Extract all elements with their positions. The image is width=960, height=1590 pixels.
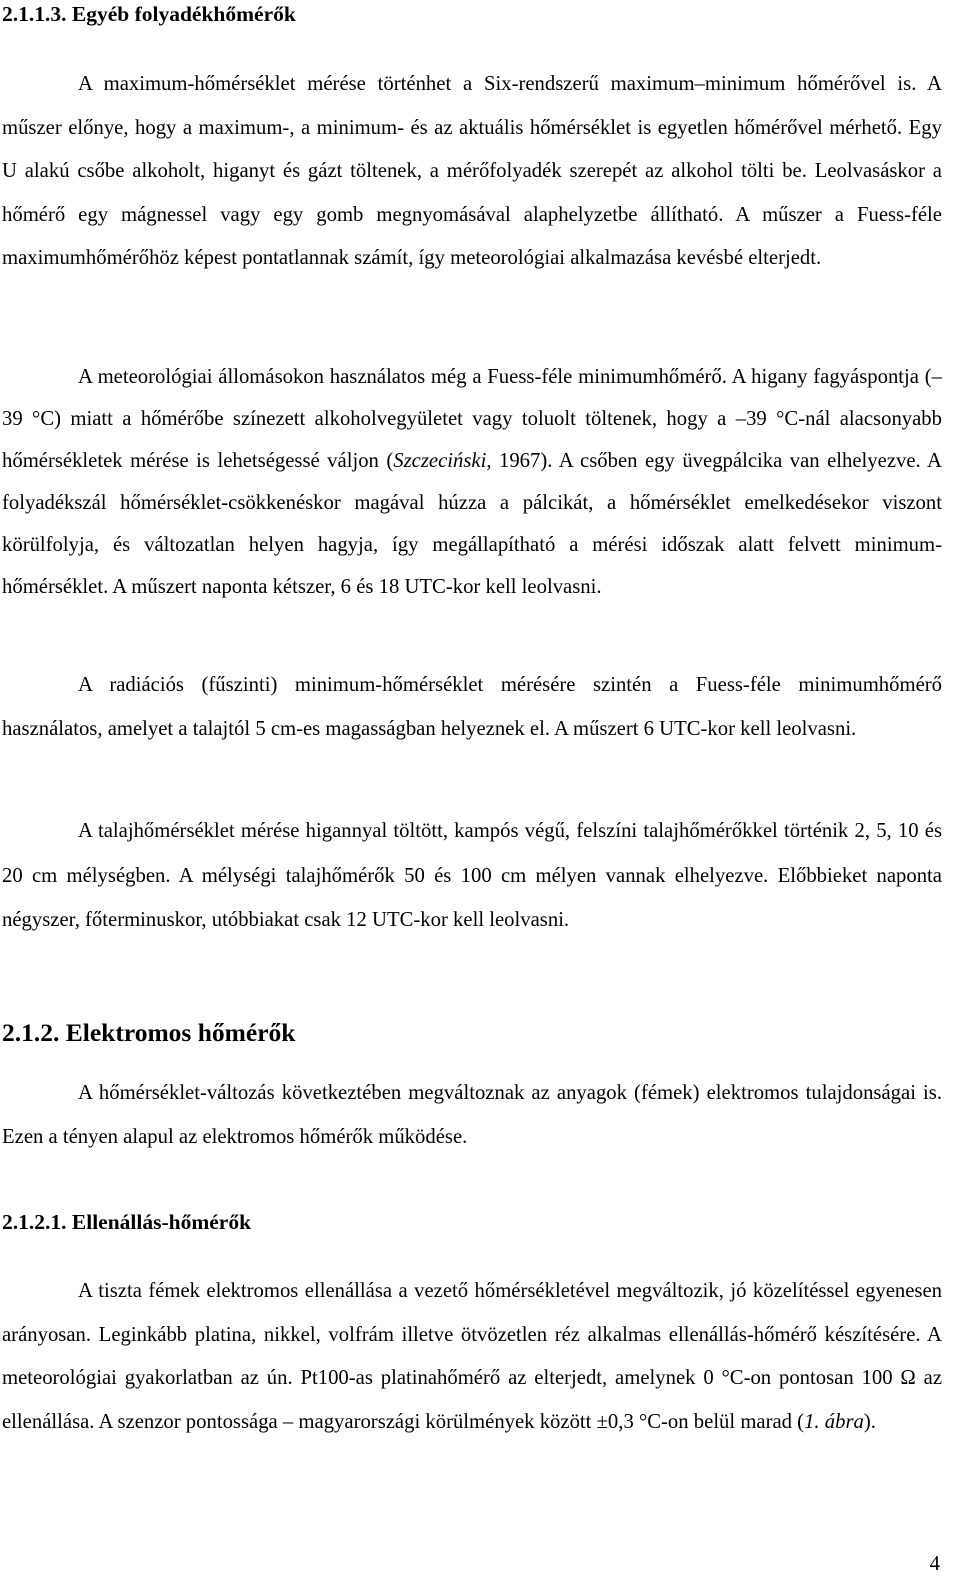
section-heading-2-1-1-3: 2.1.1.3. Egyéb folyadékhőmérők [2, 2, 296, 26]
figure-reference: 1. ábra [804, 1410, 864, 1433]
paragraph-resistance-thermometers [2, 1270, 942, 1444]
paragraph-text: , 1967). A csőben egy üvegpálcika van elhelyezve. A folyadékszál hőmérséklet-csökkenéskor magával húzza a pálcikát, a hőmérséklet emelkedésekor viszont körülfolyja, és változatlan helyen hagyja, így megállapítható a mérési időszak alatt felvett minimum-hőmérséklet. A műszert naponta kétszer, 6 és 18 UTC-kor kell leolvasni. [2, 450, 942, 598]
page-number: 4 [929, 1553, 940, 1575]
citation-author: Szczeciński [393, 450, 487, 472]
paragraph-fuess-minimum-thermometer [2, 356, 942, 608]
paragraph-six-thermometer: A maximum-hőmérséklet mérése történhet a Six-rendszerű maximum–minimum hőmérővel is. A műszer előnye, hogy a maximum-, a minimum- és az aktuális hőmérséklet is egyetlen hőmérővel mérhető. Egy U alakú csőbe alkoholt, higanyt és gázt töltenek, a mérőfolyadék szerepét az alkohol tölti be. Leolvasáskor a hőmérő egy mágnessel vagy egy gomb megnyomásával alaphelyzetbe állítható. A műszer a Fuess-féle maximumhőmérőhöz képest pontatlannak számít, így meteorológiai alkalmazása kevésbé elterjedt. [2, 73, 942, 269]
section-heading-2-1-2-1: 2.1.2.1. Ellenállás-hőmérők [2, 1210, 252, 1234]
paragraph-radiation-minimum: A radiációs (fűszinti) minimum-hőmérséklet mérésére szintén a Fuess-féle minimumhőmérő használatos, amelyet a talajtól 5 cm-es magasságban helyeznek el. A műszert 6 UTC-kor kell leolvasni. [2, 674, 942, 740]
paragraph-soil-temperature: A talajhőmérséklet mérése higannyal töltött, kampós végű, felszíni talajhőmérőkkel történik 2, 5, 10 és 20 cm mélységben. A mélységi talajhőmérők 50 és 100 cm mélyen vannak elhelyezve. Előbbieket naponta négyszer, főterminuskor, utóbbiakat csak 12 UTC-kor kell leolvasni. [2, 820, 942, 931]
paragraph-text: A meteorológiai állomásokon használatos még a Fuess-féle minimumhőmérő. A higany fagyáspontja (–39 °C) miatt a hőmérőbe színezett alkoholvegyületet vagy toluolt töltenek, hogy a –39 °C-nál alacsonyabb hőmérsékletek mérése is lehetségessé váljon ( [2, 366, 942, 472]
section-heading-2-1-2: 2.1.2. Elektromos hőmérők [2, 1018, 296, 1047]
paragraph-text: ). [863, 1410, 876, 1433]
paragraph-text: A tiszta fémek elektromos ellenállása a vezető hőmérsékletével megváltozik, jó közelítéssel egyenesen arányosan. Leginkább platina, nikkel, volfrám illetve ötvözetlen réz alkalmas ellenállás-hőmérő készítésére. A meteorológiai gyakorlatban az ún. Pt100-as platinahőmérő az elterjedt, amelynek 0 °C-on pontosan 100 Ω az ellenállása. A szenzor pontossága – magyarországi körülmények között ±0,3 °C-on belül marad ( [2, 1280, 942, 1433]
paragraph-electric-thermometers: A hőmérséklet-változás következtében megváltoznak az anyagok (fémek) elektromos tulajdonságai is. Ezen a tényen alapul az elektromos hőmérők működése. [2, 1082, 942, 1148]
